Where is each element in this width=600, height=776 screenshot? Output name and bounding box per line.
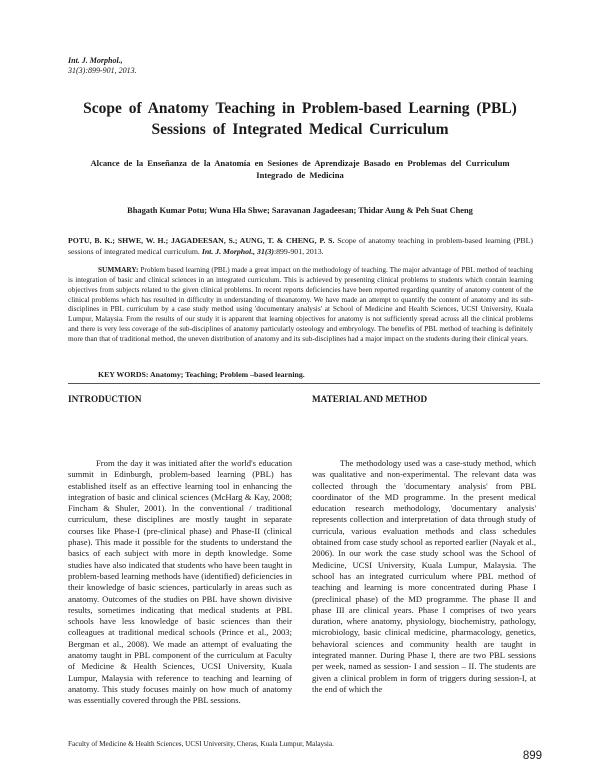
citation-authors: POTU, B. K.; SHWE, W. H.; JAGADEESAN, S.; AUNG, T. & CHENG, P. S. [68,236,335,245]
introduction-paragraph: From the day it was initiated after the world's education summit in Edinburgh, problem-based learning (PBL) has established itself as an effective learning tool in enhancing the integration of basic and clinical sciences (McHarg & Kay, 2008; Fincham & Shuler, 2001). In the conventional / traditional curriculum, these disciplines are mostly taught in separate courses like Phase-I (pre-clinical phase) and Phase-II (clinical phase). This made it possible for the students to understand the basics of each subject with more in depth knowledge. Some studies have also indicated that students who have been taught in problem-based learning methods have (identified) deficiencies in their knowledge of basic sciences, particularly in areas such as anatomy. Outcomes of the studies on PBL have shown divisive results, sometimes indicating that medical students at PBL schools have less knowledge of basic sciences than their colleagues at traditional medical schools (Prince et al., 2003; Bergman et al., 2008). We made an attempt of evaluating the anatomy taught in PBL component of the curriculum at Faculty of Medicine & Health Sciences, UCSI University, Kuala Lumpur, Malaysia with reference to teaching and learning of anatomy. This study focuses mainly on how much of anatomy was essentially covered through the PBL sessions. [68,458,292,706]
material-method-paragraph: The methodology used was a case-study method, which was qualitative and non-experimental. The relevant data was collected through the 'documentary analysis' from PBL coordinator of the MD programme. In the present medical education research methodology, 'documentary analysis' represents collection and interpretation of data through study of curricula, various evaluation methods and class schedules obtained from case study school as reported earlier (Nayak et al., 2006). In our work the case study school was the School of Medicine, UCSI University, Kuala Lumpur, Malaysia. The school has an integrated curriculum where PBL method of teaching and learning is more concentrated during Phase I (preclinical phase) of the MD programme. The phase II and phase III are clinical years. Phase I comprises of two years duration, where anatomy, physiology, biochemistry, pathology, microbiology, basic clinical medicine, pharmacology, genetics, behavioral sciences and community health are taught in integrated manner. During Phase I, there are two PBL sessions per week, named as session- I and session – II. The students are given a clinical problem in form of triggers during session-I, at the end of which the [312,458,536,694]
citation [68,236,533,257]
citation-pages: :899-901, 2013. [273,246,324,256]
introduction-heading: INTRODUCTION [68,394,142,404]
introduction-column [68,458,292,707]
keywords: KEY WORDS: Anatomy; Teaching; Problem –based learning. [98,370,305,379]
material-method-column [312,458,536,695]
paper-title: Scope of Anatomy Teaching in Problem-based Learning (PBL) Sessions of Integrated Medical Curriculum [83,100,517,138]
citation-text: Scope of anatomy teaching in problem-based learning (PBL) sessions of integrated medical curriculum. [68,236,533,256]
author-list: Bhagath Kumar Potu; Wuna Hla Shwe; Saravanan Jagadeesan; Thidar Aung & Peh Suat Cheng [127,206,473,215]
abstract [68,265,533,344]
journal-volume: 31(3):899-901, 2013. [68,66,137,75]
section-divider [68,383,540,384]
paper-subtitle-spanish: Alcance de la Enseñanza de la Anatomía en Sesiones de Aprendizaje Basado en Problemas del Curriculum Integrado de Medicina [90,158,510,180]
abstract-text: Problem based learning (PBL) made a great impact on the methodology of teaching. The major advantage of PBL method of teaching is integration of basic and clinical sciences in an integrated curriculum. This is achieved by presenting clinical problems to students which contain learning objectives from subjects related to the given clinical problems. In recent reports deficiencies have been reported regarding quantity of anatomy content of the clinical problems which has resulted in difficulty in understanding of theanatomy. We have made an attempt to quantify the content of anatomy and its sub-disciplines in PBL curriculum by a case study method using 'documentary analysis' at School of Medicine and Health Sciences, UCSI University, Kuala Lumpur, Malaysia. From the results of our study it is apparent that learning objectives for anatomy is not sufficiently spread across all the clinical problems and there is very less coverage of the sub-disciplines of anatomy particularly osteology and embryology. The benefits of PBL method of teaching is definitely more than that of traditional method, the uneven distribution of anatomy and its sub-disciplines had a major impact on the students during their clinical years. [68,265,533,343]
page-number: 899 [522,750,542,762]
abstract-label: SUMMARY: [98,265,139,274]
material-method-heading: MATERIAL AND METHOD [312,394,428,404]
citation-journal: Int. J. Morphol., 31(3) [201,246,274,256]
journal-header [68,56,137,76]
affiliation-footnote: Faculty of Medicine & Health Sciences, UCSI University, Cheras, Kuala Lumpur, Malaysia. [68,740,334,748]
journal-name: Int. J. Morphol., [68,56,123,65]
